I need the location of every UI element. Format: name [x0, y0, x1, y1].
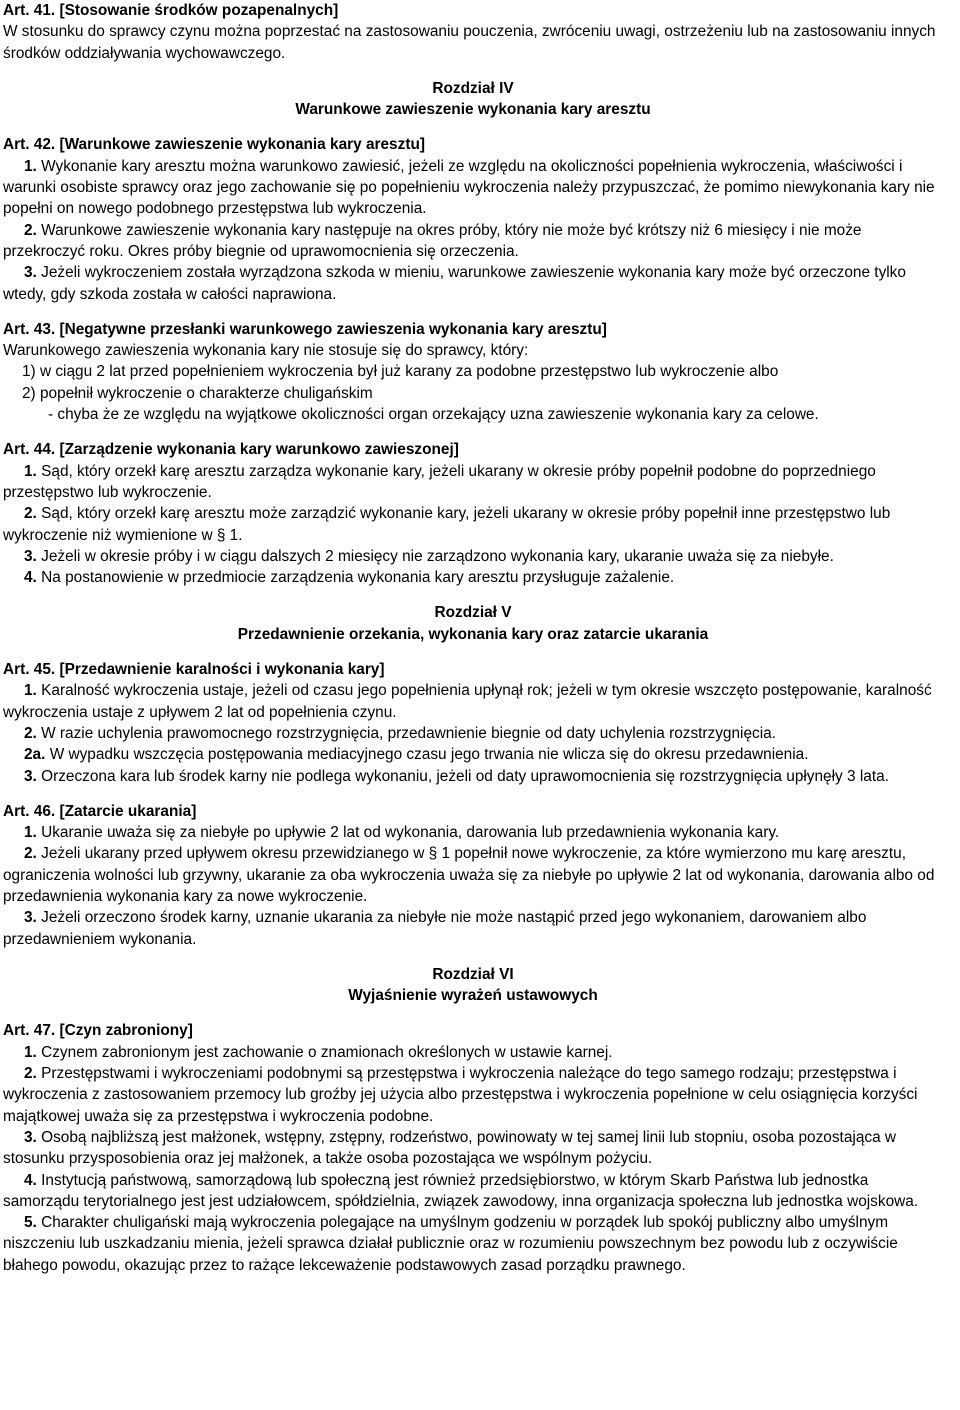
paragraph-text: Czynem zabronionym jest zachowanie o znamionach określonych w ustawie karnej.	[41, 1043, 613, 1061]
article-heading: Art. 43. [Negatywne przesłanki warunkowego zawieszenia wykonania kary aresztu]	[3, 320, 607, 338]
paragraph	[3, 907, 943, 950]
paragraph-text: Orzeczona kara lub środek karny nie podlega wykonaniu, jeżeli od daty uprawomocnienia się rozstrzygnięcia upłynęły 3 lata.	[41, 767, 889, 785]
paragraph	[3, 843, 943, 907]
paragraph-text: Charakter chuligański mają wykroczenia polegające na umyślnym godzeniu w porządek lub spokój publiczny albo umyślnym niszczeniu lub uszkadzaniu mienia, jeżeli sprawca działał publicznie oraz w rozumieniu powszechnym bez powodu lub z oczywiście błahego powodu, okazując przez to rażące lekceważenie podstawowych zasad porządku prawnego.	[3, 1214, 898, 1274]
list-tail: - chyba że ze względu na wyjątkowe okoliczności organ orzekający uzna zawieszenie wykonania kary za celowe.	[48, 406, 819, 424]
paragraph	[3, 156, 943, 220]
paragraph	[3, 567, 943, 588]
paragraph	[3, 723, 943, 744]
paragraph	[3, 744, 943, 765]
paragraph-number: 4.	[24, 569, 37, 587]
chapter-label: Rozdział IV	[432, 79, 514, 97]
paragraph-text: Osobą najbliższą jest małżonek, wstępny, zstępny, rodzeństwo, powinowaty w tej samej linii lub stopniu, osoba pozostająca w stosunku przysposobienia oraz jej małżonek, a także osoba pozostająca we wspólnym pożyciu.	[3, 1128, 897, 1168]
article-text: W stosunku do sprawcy czynu można poprzestać na zastosowaniu pouczenia, zwróceniu uwagi, ostrzeżeniu lub na zastosowaniu innych środków oddziaływania wychowawczego.	[3, 23, 936, 62]
paragraph-text: Wykonanie kary aresztu można warunkowo zawiesić, jeżeli ze względu na okoliczności popełnienia wykroczenia, właściwości i warunki osobiste sprawcy oraz jego zachowanie się po popełnieniu wykroczenia należy przypuszczać, że pomimo niewykonania kary nie popełni on nowego podobnego przestępstwa lub wykroczenia.	[3, 157, 935, 218]
article-intro: Warunkowego zawieszenia wykonania kary nie stosuje się do sprawcy, który:	[3, 342, 529, 360]
article-heading: Art. 47. [Czyn zabroniony]	[3, 1022, 193, 1040]
list-item: 1) w ciągu 2 lat przed popełnieniem wykroczenia był już karany za podobne przestępstwo lub wykroczenie albo	[22, 363, 779, 381]
paragraph-number: 2.	[24, 724, 37, 742]
paragraph-number: 1.	[24, 1043, 37, 1061]
paragraph	[3, 1212, 943, 1276]
paragraph-text: Sąd, który orzekł karę aresztu może zarządzić wykonanie kary, jeżeli ukarany w okresie próby popełnił inne przestępstwo lub wykroczenie niż wymienione w § 1.	[3, 505, 891, 544]
paragraph-text: Jeżeli ukarany przed upływem okresu przewidzianego w § 1 popełnił nowe wykroczenie, za które wymierzono mu karę aresztu, ograniczenia wolności lub grzywny, ukaranie za oba wykroczenia uważa się za niebyłe po upływie 2 lat od wykonania, darowania albo od przedawnienia wykonania kary za nowe wykroczenie.	[3, 845, 935, 905]
paragraph	[3, 262, 943, 305]
paragraph-number: 5.	[24, 1214, 37, 1232]
paragraph	[3, 461, 943, 504]
paragraph	[3, 680, 943, 723]
paragraph-text: Przestępstwami i wykroczeniami podobnymi są przestępstwa i wykroczenia należące do tego samego rodzaju; przestępstwa i wykroczenia z zastosowaniem przemocy lub groźby jej użycia albo przestępstwa i wykroczenia popełnione w celu osiągnięcia korzyści majątkowej uważa się za przestępstwa i wykroczenia podobne.	[3, 1065, 918, 1125]
paragraph-text: Jeżeli wykroczeniem została wyrządzona szkoda w mieniu, warunkowe zawieszenie wykonania kary może być orzeczone tylko wtedy, gdy szkoda została w całości naprawiona.	[3, 264, 906, 303]
paragraph-number: 3.	[24, 767, 37, 785]
paragraph-number: 2.	[24, 845, 37, 863]
chapter-label: Rozdział V	[434, 604, 512, 622]
paragraph	[3, 1127, 943, 1170]
article-heading: Art. 44. [Zarządzenie wykonania kary warunkowo zawieszonej]	[3, 441, 459, 459]
paragraph-number: 4.	[24, 1171, 37, 1189]
paragraph-text: Karalność wykroczenia ustaje, jeżeli od czasu jego popełnienia upłynął rok; jeżeli w tym okresie wszczęto postępowanie, karalność wykroczenia ustaje z upływem 2 lat od popełnienia czynu.	[3, 682, 932, 721]
chapter-title: Wyjaśnienie wyrażeń ustawowych	[348, 987, 598, 1005]
paragraph-text: Instytucją państwową, samorządową lub społeczną jest również przedsiębiorstwo, w którym Skarb Państwa lub jednostka samorządu terytorialnego jest jest udziałowcem, spółdzielnia, związek zawodowy, inna organizacja społeczna lub jednostka wojskowa.	[3, 1171, 919, 1210]
paragraph-text: W wypadku wszczęcia postępowania mediacyjnego czasu jego trwania nie wlicza się do okresu przedawnienia.	[49, 746, 809, 764]
paragraph	[3, 503, 943, 546]
paragraph-text: Sąd, który orzekł karę aresztu zarządza wykonanie kary, jeżeli ukarany w okresie próby popełnił podobne do poprzedniego przestępstwo lub wykroczenie.	[3, 462, 876, 501]
chapter-label: Rozdział VI	[432, 965, 514, 983]
paragraph-number: 2a.	[24, 746, 46, 764]
paragraph-text: Na postanowienie w przedmiocie zarządzenia wykonania kary aresztu przysługuje zażalenie.	[41, 569, 675, 587]
paragraph-text: Ukaranie uważa się za niebyłe po upływie 2 lat od wykonania, darowania lub przedawnienia wykonania kary.	[41, 824, 780, 842]
paragraph	[3, 1042, 943, 1063]
paragraph	[3, 1170, 943, 1213]
paragraph-number: 2.	[24, 221, 37, 239]
paragraph	[3, 822, 943, 843]
paragraph-text: Warunkowe zawieszenie wykonania kary następuje na okres próby, który nie może być krótszy niż 6 miesięcy i nie może przekroczyć roku. Okres próby biegnie od uprawomocnienia się orzeczenia.	[3, 221, 862, 260]
paragraph-text: Jeżeli orzeczono środek karny, uznanie ukarania za niebyłe nie może nastąpić przed jego wykonaniem, darowaniem albo przedawnieniem wykonania.	[3, 909, 867, 948]
paragraph	[3, 220, 943, 263]
paragraph-number: 2.	[24, 505, 37, 523]
paragraph-number: 3.	[24, 547, 37, 565]
paragraph-number: 3.	[24, 264, 37, 282]
chapter-title: Warunkowe zawieszenie wykonania kary aresztu	[295, 101, 651, 119]
paragraph-number: 1.	[24, 157, 37, 175]
paragraph-number: 1.	[24, 682, 37, 700]
chapter-title: Przedawnienie orzekania, wykonania kary oraz zatarcie ukarania	[237, 625, 709, 643]
paragraph	[3, 546, 943, 567]
paragraph	[3, 766, 943, 787]
paragraph-number: 1.	[24, 462, 37, 480]
article-heading: Art. 42. [Warunkowe zawieszenie wykonania kary aresztu]	[3, 136, 425, 154]
paragraph-text: W razie uchylenia prawomocnego rozstrzygnięcia, przedawnienie biegnie od daty uchylenia rozstrzygnięcia.	[41, 724, 776, 742]
paragraph-number: 1.	[24, 824, 37, 842]
paragraph-number: 3.	[24, 909, 37, 927]
paragraph-number: 2.	[24, 1065, 37, 1083]
article-heading: Art. 45. [Przedawnienie karalności i wykonania kary]	[3, 661, 385, 679]
paragraph-text: Jeżeli w okresie próby i w ciągu dalszych 2 miesięcy nie zarządzono wykonania kary, ukaranie uważa się za niebyłe.	[41, 547, 834, 565]
article-heading: Art. 46. [Zatarcie ukarania]	[3, 802, 197, 820]
paragraph	[3, 1063, 943, 1127]
paragraph-number: 3.	[24, 1128, 37, 1146]
article-heading: Art. 41. [Stosowanie środków pozapenalnych]	[3, 2, 339, 19]
list-item: 2) popełnił wykroczenie o charakterze chuligańskim	[22, 384, 373, 402]
condition-list	[3, 361, 943, 425]
